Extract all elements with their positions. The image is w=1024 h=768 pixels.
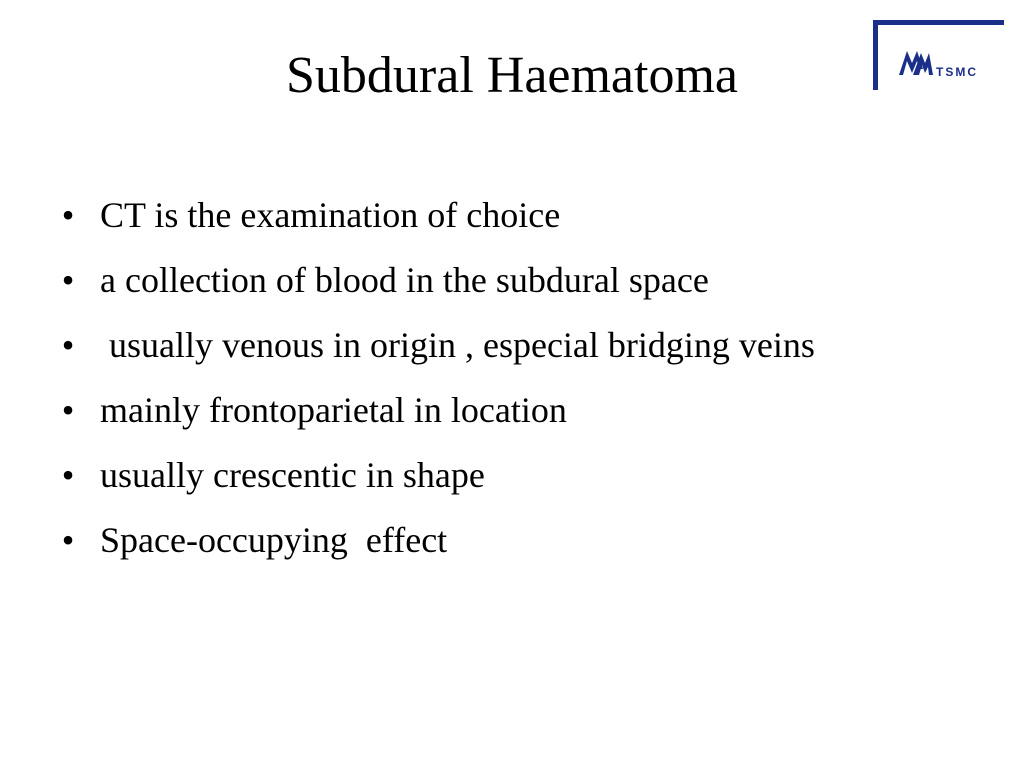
bullet-dot: •: [61, 325, 75, 365]
bullet-dot: •: [61, 195, 75, 235]
bullet-list: [58, 188, 958, 578]
bullet-text: usually crescentic in shape: [100, 455, 485, 495]
slide-title: Subdural Haematoma: [286, 47, 738, 104]
bullet-item: [58, 318, 958, 372]
bullet-text: a collection of blood in the subdural space: [100, 260, 709, 300]
bullet-text: usually venous in origin , especial bridging veins: [100, 325, 815, 365]
bullet-item: [58, 253, 958, 307]
bullet-text: mainly frontoparietal in location: [100, 390, 567, 430]
bullet-item: [58, 188, 958, 242]
tsmc-logo: [873, 20, 1004, 90]
bullet-item: [58, 448, 958, 502]
bullet-dot: •: [61, 260, 75, 300]
bullet-text: CT is the examination of choice: [100, 195, 561, 235]
logo-text: TSMC: [936, 65, 978, 79]
bullet-item: [58, 513, 958, 567]
logo-frame: [873, 20, 1004, 90]
bullet-text: Space-occupying effect: [100, 520, 448, 560]
bullet-dot: •: [61, 390, 75, 430]
bullet-dot: •: [61, 520, 75, 560]
bullet-dot: •: [61, 455, 75, 495]
bullet-item: [58, 383, 958, 437]
tsmc-logo-mark-icon: [897, 47, 935, 77]
